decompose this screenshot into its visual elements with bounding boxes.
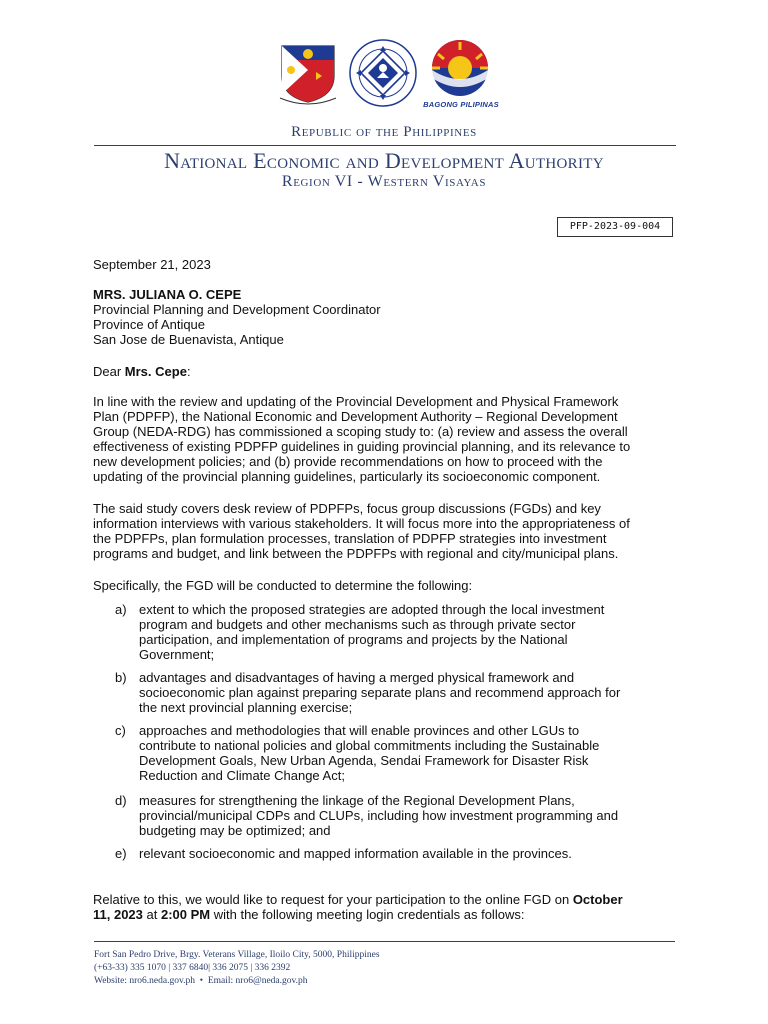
footer-bullet: • — [199, 976, 204, 986]
list-item-line: participation, and implementation of programs and projects by the National — [139, 632, 568, 647]
paragraph-line: updating of the provincial planning guidelines, particularly its socioeconomic component. — [93, 469, 601, 484]
list-item-line: measures for strengthening the linkage of the Regional Development Plans, — [139, 793, 575, 808]
paragraph-line — [93, 892, 675, 907]
list-item-line: extent to which the proposed strategies are adopted through the local investment — [139, 602, 605, 617]
letter-date: September 21, 2023 — [93, 257, 211, 272]
paragraph-line: Plan (PDPFP), the National Economic and Development Authority – Regional Development — [93, 409, 618, 424]
list-item-line: relevant socioeconomic and mapped information available in the provinces. — [139, 846, 572, 861]
footer-website-link[interactable]: nro6.neda.gov.ph — [129, 976, 195, 986]
recipient-name: MRS. JULIANA O. CEPE — [93, 287, 242, 302]
paragraph-line — [93, 907, 675, 922]
salutation — [93, 364, 675, 379]
list-item-line: program and budgets and other mechanisms such as through private sector — [139, 617, 576, 632]
list-item-line: advantages and disadvantages of having a merged physical framework and — [139, 670, 575, 685]
salutation-name: Mrs. Cepe — [124, 364, 187, 379]
paragraph-line: effectiveness of existing PDPFP guidelines in guiding provincial planning, and its relevance to — [93, 439, 631, 454]
neda-seal-logo — [348, 38, 418, 108]
fgd-date-day: 11, 2023 — [93, 907, 143, 922]
paragraph-fgd-intro: Specifically, the FGD will be conducted to determine the following: — [93, 578, 473, 593]
paragraph-fgd-request — [93, 892, 675, 922]
list-marker: b) — [115, 670, 127, 685]
recipient-province: Province of Antique — [93, 317, 206, 332]
list-item-line: Reduction and Climate Change Act; — [139, 768, 345, 783]
bagong-pilipinas-label: BAGONG PILIPINAS — [423, 100, 499, 109]
footer-phones: (+63-33) 335 1070 | 337 6840| 336 2075 | 336 2392 — [94, 963, 291, 973]
list-marker: a) — [115, 602, 127, 617]
recipient-title: Provincial Planning and Development Coordinator — [93, 302, 381, 317]
paragraph-line: The said study covers desk review of PDPFPs, focus group discussions (FGDs) and key — [93, 501, 601, 516]
footer-email-label: Email: — [207, 976, 236, 986]
paragraph-study-scope — [93, 501, 675, 561]
paragraph-line: information interviews with various stakeholders. It will focus more into the appropriateness of — [93, 516, 630, 531]
list-item-line: the next provincial planning exercise; — [139, 700, 353, 715]
list-item-line: approaches and methodologies that will enable provinces and other LGUs to — [139, 723, 580, 738]
footer-divider — [94, 941, 675, 942]
request-text: at — [142, 907, 161, 922]
request-text: Relative to this, we would like to request for your participation to the online FGD on — [93, 892, 573, 907]
footer-website-label: Website: — [94, 976, 130, 986]
header-logos — [270, 38, 500, 112]
fgd-date-month: October — [572, 892, 623, 907]
philippine-seal-logo — [276, 38, 340, 106]
recipient-address: San Jose de Buenavista, Antique — [93, 332, 284, 347]
list-item-line: socioeconomic plan against preparing separate plans and recommend approach for — [139, 685, 621, 700]
paragraph-line: Group (NEDA-RDG) has commissioned a scoping study to: (a) review and assess the overall — [93, 424, 628, 439]
list-item-line: Development Goals, New Urban Agenda, Sendai Framework for Disaster Risk — [139, 753, 589, 768]
paragraph-line: programs and budget, and link between the PDPFPs with regional and city/municipal plans. — [93, 546, 619, 561]
salutation-prefix: Dear — [93, 364, 125, 379]
bagong-pilipinas-logo — [426, 38, 494, 98]
list-marker: c) — [115, 723, 126, 738]
list-marker: e) — [115, 846, 127, 861]
reference-number-box: PFP-2023-09-004 — [557, 217, 673, 237]
agency-heading: National Economic and Development Authority — [164, 148, 604, 173]
recipient-block — [93, 287, 675, 347]
republic-heading: Republic of the Philippines — [291, 124, 477, 140]
list-item-line: budgeting may be optimized; and — [139, 823, 331, 838]
paragraph-line: In line with the review and updating of the Provincial Development and Physical Framework — [93, 394, 619, 409]
list-item-line: provincial/municipal CDPs and CLUPs, including how investment programming and — [139, 808, 619, 823]
paragraph-line: new development policies; and (b) provide recommendations on how to proceed with the — [93, 454, 603, 469]
request-text: with the following meeting login credentials as follows: — [210, 907, 525, 922]
salutation-suffix: : — [186, 364, 191, 379]
paragraph-intro — [93, 394, 675, 484]
footer-address: Fort San Pedro Drive, Brgy. Veterans Village, Iloilo City, 5000, Philippines — [94, 950, 380, 960]
list-item-line: Government; — [139, 647, 215, 662]
fgd-time: 2:00 PM — [160, 907, 211, 922]
header-divider — [94, 145, 676, 146]
paragraph-line: the PDPFPs, plan formulation processes, translation of PDPFP strategies into investment — [93, 531, 607, 546]
footer-contacts — [94, 975, 308, 988]
list-item-line: contribute to national policies and global commitments including the Sustainable — [139, 738, 600, 753]
region-heading: Region VI - Western Visayas — [281, 173, 487, 190]
footer-email-link[interactable]: nro6@neda.gov.ph — [235, 976, 308, 986]
list-marker: d) — [115, 793, 127, 808]
